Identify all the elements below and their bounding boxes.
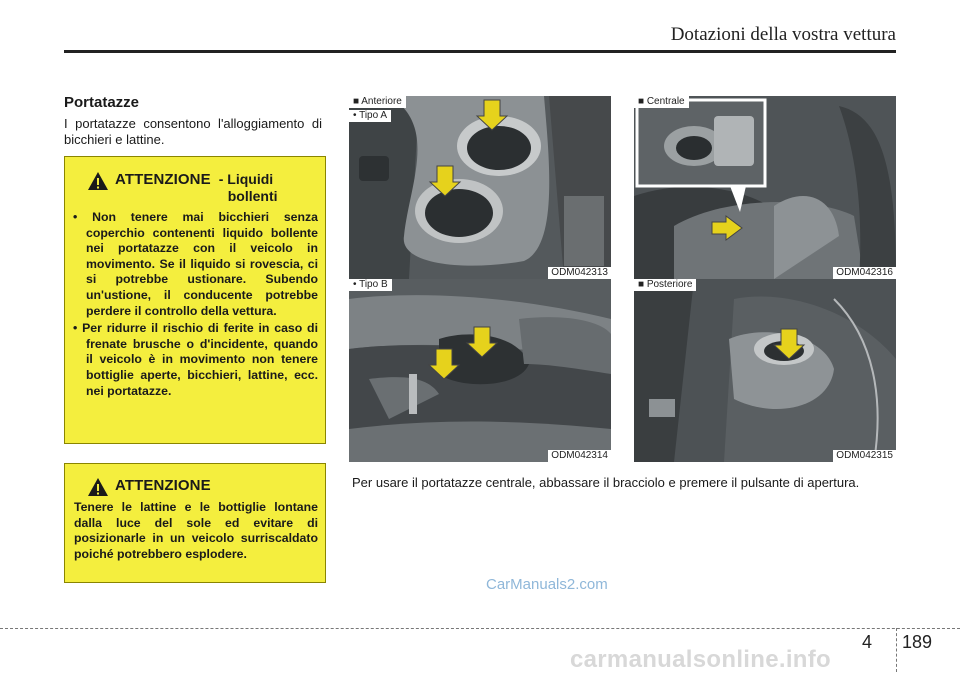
figure-code: ODM042316 — [833, 267, 896, 279]
cupholder-illustration — [349, 96, 611, 279]
photo-front-cupholder-type-a — [349, 96, 611, 279]
warning-title: ATTENZIONE — [115, 171, 211, 188]
armrest-illustration — [634, 96, 896, 279]
cupholder-illustration — [349, 279, 611, 462]
watermark-text: CarManuals2.com — [486, 576, 608, 593]
figure-code: ODM042315 — [833, 450, 896, 462]
figure-code: ODM042314 — [548, 450, 611, 462]
warning-subtitle — [219, 171, 278, 205]
photo-rear-cupholder — [634, 279, 896, 462]
section-title: Portatazze — [64, 94, 140, 111]
figure-label-type: • Tipo B — [349, 279, 392, 291]
intro-paragraph: I portatazze consentono l'alloggiamento di bicchieri e lattine. — [64, 116, 322, 147]
warning-subtitle-line1: - Liquidi — [218, 171, 274, 187]
footer-rule — [0, 628, 960, 629]
chapter-number: 4 — [862, 632, 873, 652]
figure-code: ODM042313 — [548, 267, 611, 279]
rear-cupholder-illustration — [634, 279, 896, 462]
warning-item: • Non tenere mai bicchieri senza coperchio contenenti liquido bollente nei portatazze con il veicolo in movimento. Se il liquido si rovescia, ci si potrebbe ustionare. Subendo un'ustione, il conducente potrebbe perdere il controllo della vettura. — [73, 210, 318, 318]
figure-caption: Per usare il portatazze centrale, abbassare il bracciolo e premere il pulsante di apertura. — [352, 475, 860, 490]
warning-subtitle-line2: bollenti — [227, 188, 278, 204]
warning-header — [87, 171, 278, 205]
photo-center-armrest-cupholder — [634, 96, 896, 279]
warning-box-hot-liquids — [64, 156, 326, 444]
running-header: Dotazioni della vostra vettura — [670, 24, 896, 45]
warning-list — [73, 210, 318, 401]
footer-divider — [896, 628, 897, 672]
warning-triangle-icon — [87, 171, 109, 191]
warning-text: Tenere le lattine e le bottiglie lontane dalla luce del sole ed evitare di posizionarle in un veicolo surriscaldato poiché potrebbero esplodere. — [74, 500, 318, 561]
warning-header — [87, 477, 211, 497]
warning-title: ATTENZIONE — [115, 477, 211, 494]
figure-label-type: • Tipo A — [349, 110, 391, 122]
page-number: 189 — [902, 632, 933, 652]
site-watermark: carmanualsonline.info — [570, 646, 832, 673]
figure-label-position: ■ Centrale — [634, 96, 689, 108]
warning-triangle-icon — [87, 477, 109, 497]
figure-label-position: ■ Anteriore — [349, 96, 406, 108]
header-rule — [64, 50, 896, 53]
photo-front-cupholder-type-b — [349, 279, 611, 462]
warning-box-sun — [64, 463, 326, 583]
warning-item: • Per ridurre il rischio di ferite in caso di frenate brusche o d'incidente, quando il veicolo è in movimento non tenere bottiglie aperte, bicchieri, lattine, ecc. nei portatazze. — [73, 321, 318, 398]
figure-label-position: ■ Posteriore — [634, 279, 696, 291]
